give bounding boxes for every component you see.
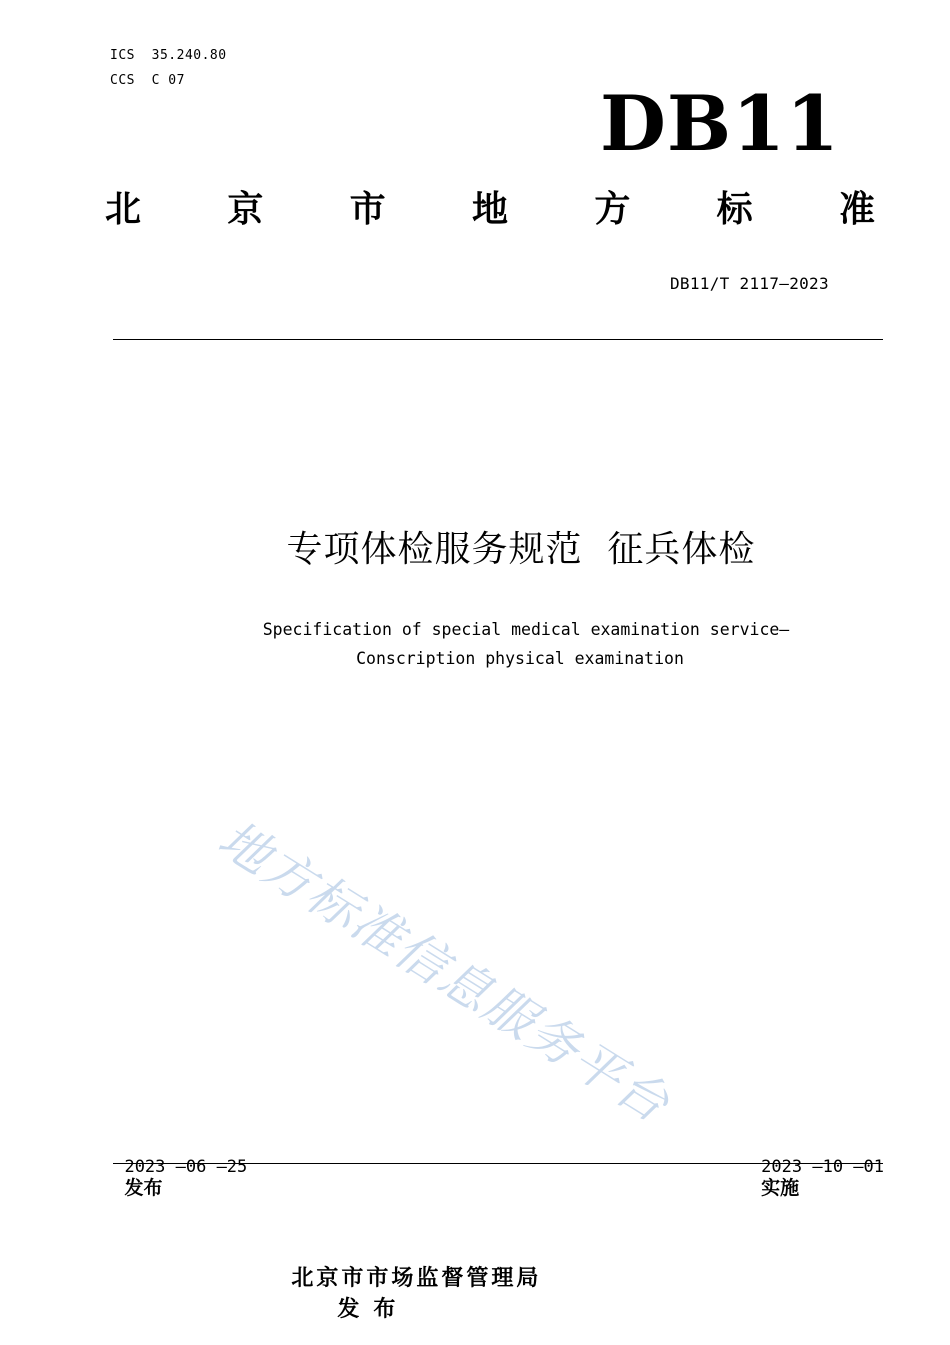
issue-date-label: 发布 bbox=[124, 1177, 163, 1200]
standard-number: DB11/T 2117—2023 bbox=[670, 274, 829, 293]
standard-kind-char: 准 bbox=[838, 189, 875, 230]
implementation-date bbox=[750, 1134, 884, 1200]
issuer-block bbox=[270, 1236, 541, 1323]
issuer-action: 发布 bbox=[337, 1297, 410, 1322]
title-chinese: 专项体检服务规范 征兵体检 bbox=[286, 529, 756, 570]
ccs-code: CCS C 07 bbox=[110, 73, 185, 88]
standard-kind-char: 地 bbox=[471, 189, 508, 230]
standard-kind-char: 市 bbox=[349, 189, 386, 230]
implementation-date-value: 2023 —10 —01 bbox=[761, 1156, 884, 1177]
title-english-line1: Specification of special medical examination service— bbox=[262, 620, 790, 639]
title-english-line2: Conscription physical examination bbox=[356, 649, 684, 668]
issue-date bbox=[113, 1134, 247, 1200]
issue-date-value: 2023 —06 —25 bbox=[124, 1156, 248, 1177]
watermark-text: 地方标准信息服务平台 bbox=[208, 809, 681, 1135]
standard-kind-char: 标 bbox=[716, 189, 753, 230]
issuer-name: 北京市市场监督管理局 bbox=[291, 1266, 542, 1291]
implementation-date-label: 实施 bbox=[761, 1177, 800, 1200]
standard-kind-heading bbox=[105, 189, 875, 230]
standard-kind-char: 京 bbox=[227, 189, 264, 230]
standard-logo: DB11 bbox=[600, 79, 840, 168]
ics-code: ICS 35.240.80 bbox=[110, 48, 227, 63]
standard-kind-char: 北 bbox=[105, 189, 142, 230]
bottom-divider bbox=[113, 1163, 883, 1164]
standard-kind-char: 方 bbox=[594, 189, 631, 230]
top-divider bbox=[113, 339, 883, 340]
